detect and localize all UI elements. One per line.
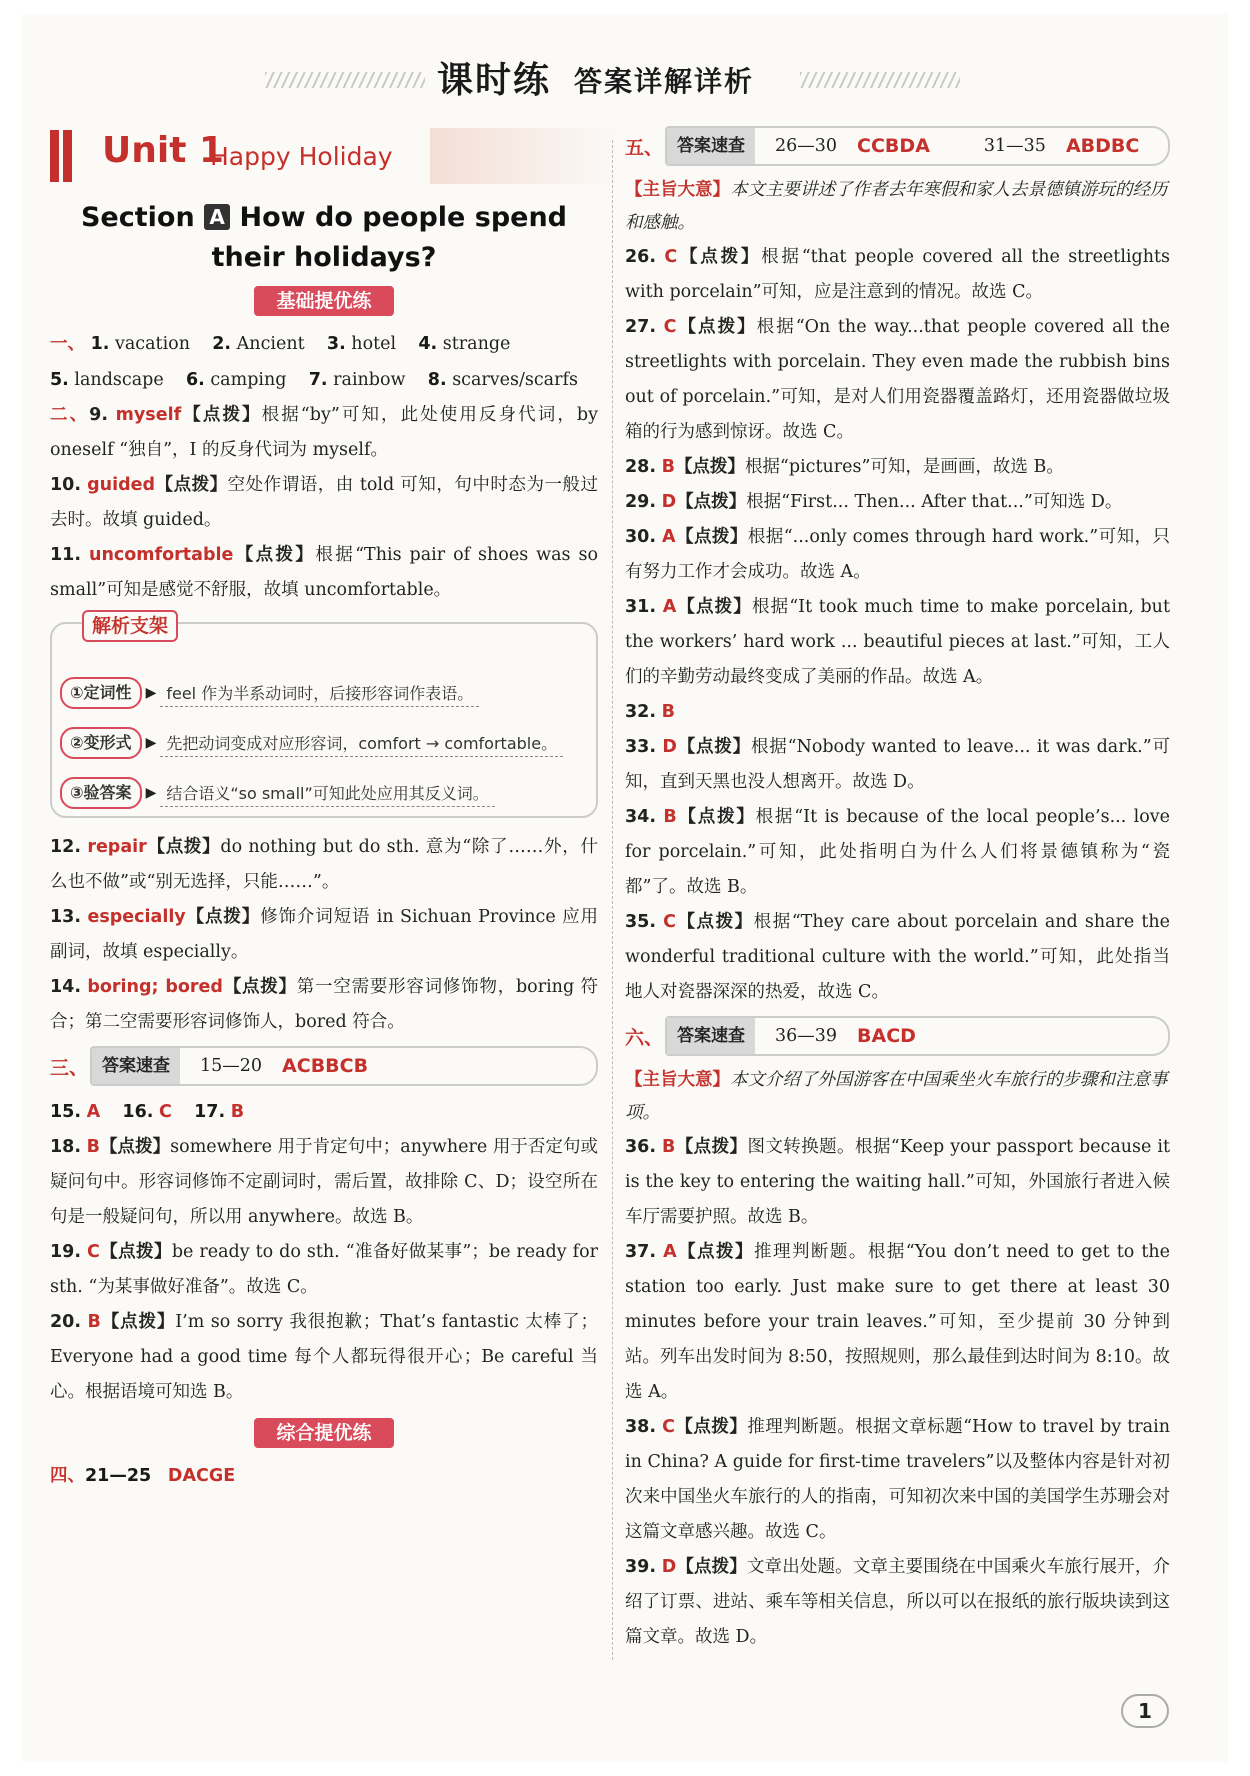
- item-answer: C: [86, 1242, 100, 1262]
- quick-answer-box: [665, 1016, 1170, 1056]
- answer-item: [625, 590, 1170, 695]
- item-number: 14.: [50, 977, 82, 997]
- part4-answers: [50, 1458, 598, 1494]
- item-explanation: 根据“that people covered all the streetlights with porcelain”可知，应是注意到的情况。故选 C。: [625, 247, 1171, 302]
- step-text: 先把动词变成对应形容词，comfort → comfortable。: [160, 729, 563, 757]
- answer-item: [625, 310, 1170, 450]
- analysis-step: [60, 718, 582, 768]
- item-explanation: 根据“...only comes through hard work.”可知，只有努力工作才会成功。故选 A。: [625, 527, 1170, 582]
- item-number: 28.: [625, 457, 657, 477]
- section-title: [50, 198, 598, 278]
- item-answer: B: [86, 1137, 100, 1157]
- item-number: 35.: [625, 912, 657, 932]
- item-explanation: 根据“This pair of shoes was so small”可知是感觉不舒服，故填 uncomfortable。: [50, 545, 598, 600]
- column-divider: [612, 140, 613, 1660]
- item-answer: D: [662, 737, 677, 757]
- item-explanation: 根据“It took much time to make porcelain, but the workers’ hard work ... beautiful pieces at last.”可知，工人们的辛勤劳动最终变成了美丽的作品。故选 A。: [625, 597, 1170, 687]
- badge-basic: 基础提优练: [254, 286, 394, 316]
- item-explanation: 推理判断题。根据文章标题“How to travel by train in China? A guide for first-time travelers”以及整体内容是针对初次来中国坐火车旅行的人的指南，可知初次来中国的美国学生苏珊会对这篇文章感兴趣。故选 C。: [625, 1417, 1170, 1542]
- item-answer: C: [664, 247, 678, 267]
- item-tag: 【点拨】: [676, 317, 757, 337]
- quick-answer-values: ACBBCB: [282, 1055, 369, 1077]
- answer-item: [625, 905, 1170, 1010]
- item-number: 34.: [625, 807, 657, 827]
- answer-item: [625, 520, 1170, 590]
- item-explanation: 根据“It is because of the local people’s... love for porcelain.”可知，此处指明白为什么人们将景德镇称为“瓷都”了。故选 B。: [625, 807, 1170, 897]
- quick-answer-range: 15—20: [200, 1056, 263, 1076]
- item-tag: 【点拨】: [233, 545, 316, 565]
- unit-heading: [50, 120, 598, 190]
- quick-answer-label: 答案速查: [667, 1018, 755, 1054]
- header-title-main: 课时练: [437, 60, 552, 101]
- answer-item: [625, 1550, 1170, 1655]
- main-idea-text: 本文介绍了外国游客在中国乘坐火车旅行的步骤和注意事项。: [625, 1070, 1168, 1123]
- item-answer: myself: [115, 405, 182, 425]
- item-number: 29.: [625, 492, 657, 512]
- badge-comprehensive: 综合提优练: [254, 1418, 394, 1448]
- answer-item: [625, 1235, 1170, 1410]
- q-num: 1.: [90, 334, 110, 354]
- quick-answer-values: CCBDA: [857, 135, 930, 157]
- item-number: 9.: [89, 405, 108, 425]
- answer-item: [50, 1235, 598, 1305]
- item-tag: 【点拨】: [676, 737, 751, 757]
- item-explanation: 文章出处题。文章主要围绕在中国乘火车旅行展开，介绍了订票、进站、乘车等相关信息，所以可以在报纸的旅行版块读到这篇文章。故选 D。: [625, 1557, 1170, 1647]
- part3-label: 三、: [50, 1056, 89, 1079]
- item-answer: A: [662, 597, 677, 617]
- q-num: 8.: [427, 370, 447, 390]
- item-tag: 【点拨】: [676, 1242, 754, 1262]
- item-number: 39.: [625, 1557, 657, 1577]
- item-explanation: somewhere 用于肯定句中；anywhere 用于否定句或疑问句中。形容词修饰不定副词时，需后置，故排除 C、D；设空所在句是一般疑问句，所以用 anywhere。故选 B。: [50, 1137, 599, 1227]
- item-tag: 【点拨】: [185, 907, 261, 927]
- item-answer: B: [661, 702, 675, 722]
- analysis-frame: [50, 615, 598, 818]
- item-explanation: 根据“First... Then... After that...”可知选 D。: [746, 492, 1123, 512]
- item-answer: B: [230, 1102, 245, 1122]
- item-explanation: 根据“pictures”可知，是画画，故选 B。: [744, 457, 1064, 477]
- q-num: 5.: [50, 370, 69, 390]
- item-explanation: I’m so sorry 我很抱歉；That’s fantastic 太棒了；Everyone had a good time 每个人都玩得很开心；Be careful 当心。根据语境可知选 B。: [50, 1312, 598, 1402]
- answer-item: [50, 468, 598, 538]
- item-tag: 【点拨】: [181, 405, 262, 425]
- item-explanation: do nothing but do sth. 意为“除了……外，什么也不做”或“别无选择，只能……”。: [50, 837, 598, 892]
- header-decoration-left: [265, 72, 425, 88]
- part4-values: DACGE: [167, 1466, 236, 1486]
- analysis-frame-title: 解析支架: [82, 610, 178, 642]
- main-idea-label: 【主旨大意】: [625, 180, 730, 200]
- answer-item: [625, 800, 1170, 905]
- quick-answer-values: ABDBC: [1065, 135, 1140, 157]
- item-tag: 【点拨】: [100, 1312, 176, 1332]
- item-tag: 【点拨】: [222, 977, 297, 997]
- answer-item: [50, 970, 598, 1040]
- item-explanation: 根据“On the way...that people covered all the streetlights with porcelain. They even made the rubbish bins out of porcelain.”可知，是对人们用瓷器覆盖路灯，还用瓷器做垃圾箱的行为感到惊讶。故选 C。: [625, 317, 1171, 442]
- main-idea-text: 本文主要讲述了作者去年寒假和家人去景德镇游玩的经历和感触。: [625, 180, 1168, 233]
- item-answer: uncomfortable: [88, 545, 234, 565]
- main-idea-5: [625, 174, 1170, 240]
- item-tag: 【点拨】: [677, 247, 762, 267]
- item-number: 31.: [625, 597, 657, 617]
- q-answer: hotel: [351, 334, 397, 354]
- item-explanation: 根据“They care about porcelain and share the wonderful traditional culture with the world.”可知，此处指当地人对瓷器深深的热爱，故选 C。: [625, 912, 1171, 1002]
- answer-item: [625, 1130, 1170, 1235]
- item-number: 33.: [625, 737, 657, 757]
- step-label: ①定词性: [60, 677, 142, 709]
- quick-answer-bar-3: [50, 1046, 598, 1086]
- quick-answer-values: BACD: [857, 1025, 916, 1047]
- item-explanation: be ready to do sth. “准备好做某事”；be ready for sth. “为某事做好准备”。故选 C。: [50, 1242, 598, 1297]
- item-answer: especially: [87, 907, 186, 927]
- answer-item: [625, 1410, 1170, 1550]
- item-number: 20.: [50, 1312, 82, 1332]
- item-tag: 【点拨】: [676, 1557, 747, 1577]
- item-explanation: 第一空需要形容词修饰物，boring 符合；第二空需要形容词修饰人，bored 符合。: [50, 977, 598, 1032]
- part5-label: 五、: [625, 136, 664, 159]
- answer-item: [625, 485, 1170, 520]
- q-answer: scarves/scarfs: [452, 370, 578, 390]
- analysis-step: [60, 768, 582, 818]
- q-num: 3.: [326, 334, 346, 354]
- q-num: 6.: [185, 370, 205, 390]
- item-answer: B: [663, 807, 677, 827]
- item-number: 12.: [50, 837, 82, 857]
- part4-label: 四、: [50, 1466, 85, 1486]
- item-tag: 【点拨】: [146, 837, 221, 857]
- answer-item: [625, 450, 1170, 485]
- q-answer: camping: [210, 370, 287, 390]
- item-tag: 【点拨】: [676, 597, 752, 617]
- item-explanation: 根据“by”可知，此处使用反身代词，by oneself “独自”，I 的反身代词为 myself。: [50, 405, 598, 460]
- q-num: 4.: [418, 334, 438, 354]
- item-answer: A: [662, 527, 676, 547]
- main-idea-label: 【主旨大意】: [625, 1070, 730, 1090]
- answer-item: [625, 695, 1170, 730]
- left-column: [50, 120, 598, 1494]
- section-letter: A: [204, 204, 230, 230]
- item-answer: repair: [87, 837, 147, 857]
- step-text: feel 作为半系动词时，后接形容词作表语。: [160, 679, 479, 707]
- step-label: ③验答案: [60, 777, 142, 809]
- item-tag: 【点拨】: [674, 1417, 748, 1437]
- item-number: 30.: [625, 527, 657, 547]
- item-number: 19.: [50, 1242, 82, 1262]
- step-text: 结合语义“so small”可知此处应用其反义词。: [160, 779, 494, 807]
- item-answer: D: [661, 1557, 677, 1577]
- analysis-step: [60, 668, 582, 718]
- page-header: [0, 44, 1250, 104]
- item-number: 13.: [50, 907, 82, 927]
- quick-answer-range: 31—35: [983, 136, 1046, 156]
- item-answer: D: [661, 492, 677, 512]
- item-tag: 【点拨】: [675, 1137, 748, 1157]
- item-number: 27.: [625, 317, 657, 337]
- item-answer: C: [662, 1417, 675, 1437]
- quick-answer-bar-5: [625, 126, 1170, 166]
- arrow-right-icon: ▶: [145, 735, 157, 751]
- quick-answer-label: 答案速查: [92, 1048, 180, 1084]
- step-label: ②变形式: [60, 727, 142, 759]
- answer-item: [50, 830, 598, 900]
- item-number: 16.: [122, 1102, 154, 1122]
- item-answer: A: [86, 1102, 101, 1122]
- unit-title: Happy Holiday: [210, 142, 393, 171]
- arrow-right-icon: ▶: [145, 685, 157, 701]
- item-number: 38.: [625, 1417, 657, 1437]
- answer-item: [50, 398, 598, 468]
- item-answer: C: [159, 1102, 172, 1122]
- main-idea-6: [625, 1064, 1170, 1130]
- page-number: 1: [1121, 1694, 1169, 1728]
- header-title-sub: 答案详解详析: [574, 65, 755, 98]
- item-tag: 【点拨】: [676, 492, 747, 512]
- item-number: 15.: [50, 1102, 82, 1122]
- item-tag: 【点拨】: [674, 457, 745, 477]
- unit-label: Unit 1: [102, 130, 224, 171]
- quick-answer-label: 答案速查: [667, 128, 755, 164]
- quick-answer-bar-6: [625, 1016, 1170, 1056]
- item-answer: B: [662, 1137, 676, 1157]
- answer-item: [50, 900, 598, 970]
- item-answer: boring; bored: [87, 977, 223, 997]
- item-number: 37.: [625, 1242, 657, 1262]
- quick-answer-box: [90, 1046, 598, 1086]
- item-number: 18.: [50, 1137, 82, 1157]
- item-explanation: 根据“Nobody wanted to leave... it was dark.”可知，直到天黑也没人想离开。故选 D。: [625, 737, 1170, 792]
- item-answer: A: [663, 1242, 677, 1262]
- item-tag: 【点拨】: [675, 912, 754, 932]
- item-tag: 【点拨】: [676, 807, 756, 827]
- answer-item: [625, 730, 1170, 800]
- item-tag: 【点拨】: [675, 527, 748, 547]
- q-num: 7.: [308, 370, 328, 390]
- q-answer: landscape: [74, 370, 164, 390]
- item-number: 32.: [625, 702, 657, 722]
- item-number: 10.: [50, 475, 82, 495]
- header-decoration-right: [800, 72, 960, 88]
- section-title-line2: their holidays?: [211, 242, 437, 273]
- section-prefix: Section: [80, 202, 195, 233]
- part6-label: 六、: [625, 1026, 664, 1049]
- part1-label: 一、: [50, 334, 85, 354]
- item-explanation: 空处作谓语，由 told 可知，句中时态为一般过去时。故填 guided。: [50, 475, 599, 530]
- part2-label: 二、: [50, 405, 90, 425]
- q-num: 2.: [212, 334, 232, 354]
- arrow-right-icon: ▶: [145, 785, 157, 801]
- quick-answer-range: 26—30: [775, 136, 838, 156]
- item-answer: B: [87, 1312, 101, 1332]
- item-answer: B: [661, 457, 675, 477]
- item-tag: 【点拨】: [99, 1137, 171, 1157]
- item-number: 11.: [50, 545, 82, 565]
- part1-row1: [50, 326, 598, 362]
- unit-bars-icon: [50, 130, 76, 186]
- item-explanation: 推理判断题。根据“You don’t need to get to the station too early. Just make sure to get there at least 30 minutes before your train leaves.”可知，至少提前 30 分钟到站。列车出发时间为 8:50，按照规则，那么最佳到达时间为 8:10。故选 A。: [625, 1242, 1170, 1402]
- q-answer: vacation: [114, 334, 190, 354]
- answer-item: [625, 240, 1170, 310]
- part3-short-answers: [50, 1094, 598, 1130]
- quick-answer-range: 36—39: [775, 1026, 838, 1046]
- unit-decoration: [430, 128, 620, 184]
- item-explanation: 图文转换题。根据“Keep your passport because it is the key to entering the waiting hall.”可知，外国旅行者进入候车厅需要护照。故选 B。: [625, 1137, 1170, 1227]
- item-answer: C: [663, 317, 677, 337]
- part1-row2: [50, 362, 598, 398]
- part4-range: 21—25: [85, 1466, 152, 1486]
- item-number: 36.: [625, 1137, 657, 1157]
- q-answer: strange: [442, 334, 511, 354]
- item-answer: guided: [87, 475, 156, 495]
- right-column: [625, 120, 1170, 1655]
- item-number: 17.: [194, 1102, 226, 1122]
- quick-answer-box: [665, 126, 1170, 166]
- item-tag: 【点拨】: [155, 475, 228, 495]
- answer-item: [50, 538, 598, 608]
- item-number: 26.: [625, 247, 657, 267]
- item-tag: 【点拨】: [99, 1242, 172, 1262]
- answer-item: [50, 1130, 598, 1235]
- q-answer: Ancient: [236, 334, 305, 354]
- item-answer: C: [663, 912, 676, 932]
- section-title-line1: How do people spend: [239, 202, 568, 233]
- item-explanation: 修饰介词短语 in Sichuan Province 应用副词，故填 especially。: [50, 907, 598, 962]
- q-answer: rainbow: [333, 370, 406, 390]
- answer-item: [50, 1305, 598, 1410]
